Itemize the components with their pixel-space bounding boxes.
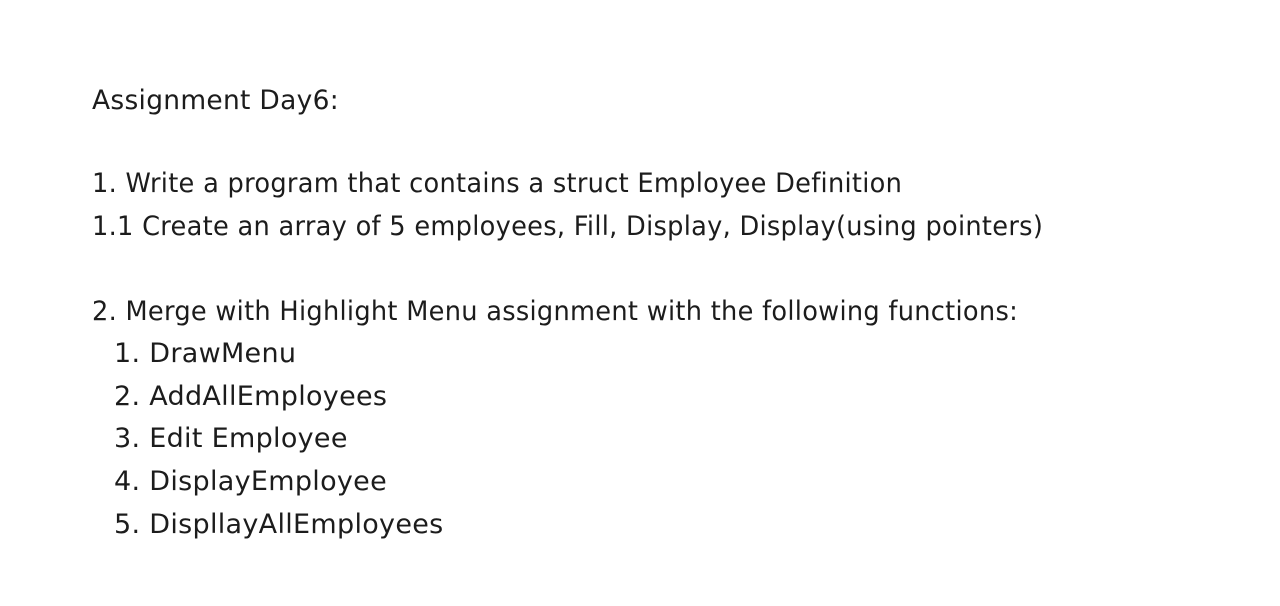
function-item: 3. Edit Employee: [114, 423, 348, 454]
function-item: 4. DisplayEmployee: [114, 466, 387, 497]
function-item: 1. DrawMenu: [114, 338, 297, 369]
function-item: 5. DispllayAllEmployees: [114, 509, 444, 540]
note-title: Assignment Day6:: [92, 85, 339, 116]
task-1-1: 1.1 Create an array of 5 employees, Fill, Display, Display(using pointers): [92, 211, 1044, 242]
function-item: 2. AddAllEmployees: [114, 381, 388, 412]
task-1: 1. Write a program that contains a struct Employee Definition: [92, 168, 903, 199]
task-2: 2. Merge with Highlight Menu assignment with the following functions:: [92, 296, 1019, 327]
